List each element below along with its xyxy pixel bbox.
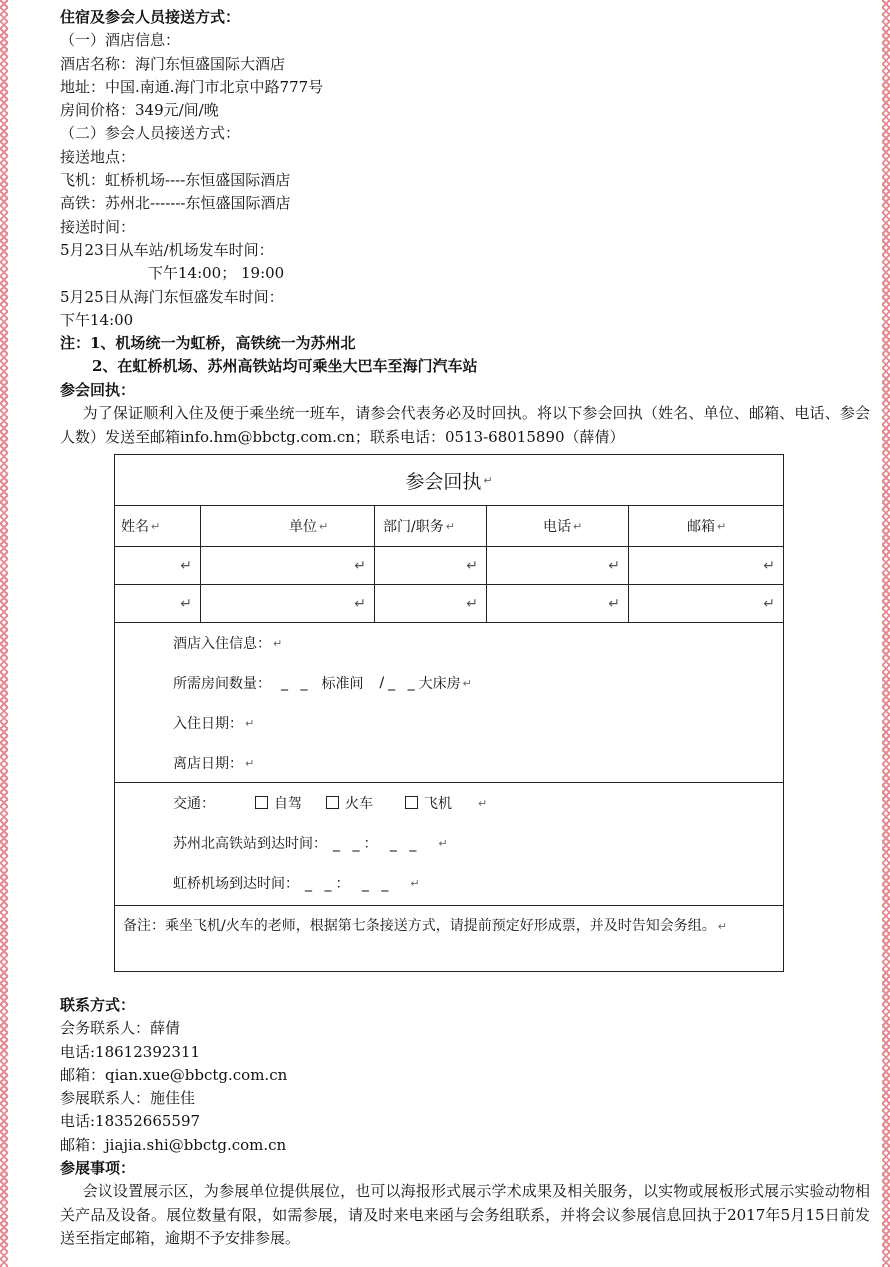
depart-23: 5月23日从车站/机场发车时间： [60, 240, 274, 259]
receipt-title: 参会回执： [60, 380, 136, 399]
hotel-checkin-section [115, 623, 783, 783]
receipt-email-text: 发送至邮箱info.hm@bbctg.com.cn； [105, 427, 370, 446]
room-count-row[interactable]: 所需房间数量： _ _ 标准间 /_ _ 大床房 ↵ [173, 675, 472, 692]
cell-phone-2[interactable]: ↵ [487, 585, 629, 623]
contact-and-exhibit [60, 994, 870, 1251]
exhibit-contact: 参展联系人：施佳佳 [60, 1089, 196, 1108]
checkbox-icon[interactable] [255, 796, 268, 809]
remark-text: 备注：乘坐飞机/火车的老师，根据第七条接送方式，请提前预定好形成票，并及时告知会务组。 [123, 918, 716, 934]
header-email: 邮箱 ↵ [629, 506, 783, 547]
receipt-phone-text: 联系电话：0513-68015890（薛倩） [369, 427, 625, 446]
header-phone: 电话 ↵ [487, 506, 629, 547]
header-name: 姓名 ↵ [115, 506, 201, 547]
cell-email-2[interactable]: ↵ [629, 585, 783, 623]
pickup-plane: 飞机：虹桥机场----东恒盛国际酒店 [60, 171, 291, 190]
left-decorative-border [0, 0, 8, 1267]
hotel-address: 地址：中国.南通.海门市北京中路777号 [60, 77, 324, 96]
form-title-row [115, 455, 783, 506]
cell-dept-2[interactable]: ↵ [375, 585, 487, 623]
hotel-price: 房间价格：349元/间/晚 [60, 101, 219, 120]
cell-unit-2[interactable]: ↵ [201, 585, 375, 623]
pickup-time-label: 接送时间： [60, 217, 136, 236]
header-dept: 部门/职务 ↵ [375, 506, 487, 547]
transport-section [115, 783, 783, 906]
transport-row: 交通： 自驾 火车 飞机 ↵ [173, 783, 783, 823]
pickup-rail: 高铁：苏州北-------东恒盛国际酒店 [60, 194, 291, 213]
receipt-text-1: 为了保证顺利入住及便于乘坐统一班车，请参会代表务必及时回执。将以下参会回执（姓名、单位、邮箱、电话、参会人数） [60, 404, 870, 446]
option-plane[interactable]: 飞机 [405, 793, 452, 813]
registration-form [114, 454, 784, 972]
depart-23-times: 下午14:00； 19:00 [148, 264, 285, 283]
meeting-email: 邮箱：qian.xue@bbctg.com.cn [60, 1065, 288, 1084]
cell-unit-1[interactable]: ↵ [201, 547, 375, 585]
cell-dept-1[interactable]: ↵ [375, 547, 487, 585]
right-decorative-border [882, 0, 890, 1267]
depart-25: 5月25日从海门东恒盛发车时间： [60, 287, 284, 306]
suzhou-arrival-row[interactable]: 苏州北高铁站到达时间： _ _： _ _ ↵ [173, 836, 448, 852]
hotel-name: 酒店名称：海门东恒盛国际大酒店 [60, 54, 286, 73]
checkbox-icon[interactable] [405, 796, 418, 809]
meeting-contact: 会务联系人：薛倩 [60, 1019, 181, 1038]
pickup-location-label: 接送地点： [60, 147, 136, 166]
checkbox-icon[interactable] [326, 796, 339, 809]
document-body [60, 6, 870, 449]
checkout-date-row[interactable]: 离店日期： ↵ [173, 756, 255, 772]
contact-title: 联系方式： [60, 996, 136, 1014]
note-1: 注：1、机场统一为虹桥，高铁统一为苏州北 [60, 334, 356, 353]
receipt-paragraph [60, 402, 870, 449]
option-drive[interactable]: 自驾 [255, 793, 302, 813]
meeting-phone: 电话:18612392311 [60, 1042, 201, 1061]
exhibit-title: 参展事项： [60, 1159, 136, 1178]
hongqiao-arrival-row[interactable]: 虹桥机场到达时间： _ _： _ _ ↵ [173, 876, 420, 892]
remark-section: 备注：乘坐飞机/火车的老师，根据第七条接送方式，请提前预定好形成票，并及时告知会务组。 ↵ [123, 918, 727, 934]
attendee-table [115, 506, 783, 623]
exhibit-paragraph [60, 1180, 870, 1251]
exhibit-email: 邮箱：jiajia.shi@bbctg.com.cn [60, 1135, 287, 1154]
transport-label: 交通： [173, 796, 215, 812]
checkin-date-row[interactable]: 入住日期： ↵ [173, 716, 255, 732]
section-title: 住宿及参会人员接送方式： [60, 8, 241, 26]
exhibit-text: 会议设置展示区，为参展单位提供展位，也可以海报形式展示学术成果及相关服务，以实物或展板形式展示实验动物相关产品及设备。展位数量有限，如需参展，请及时来电来函与会务组联系，并将会议参展信息回执于2017年5月15日前发送至指定邮箱，逾期不予安排参展。 [60, 1182, 870, 1248]
cell-name-2[interactable]: ↵ [115, 585, 201, 623]
hotel-info-label: 酒店入住信息： ↵ [173, 636, 283, 652]
pickup-header: （二）参会人员接送方式： [60, 124, 241, 143]
depart-25-time: 下午14:00 [60, 310, 134, 329]
note-2: 2、在虹桥机场、苏州高铁站均可乘坐大巴车至海门汽车站 [92, 357, 478, 376]
cell-email-1[interactable]: ↵ [629, 547, 783, 585]
cell-phone-1[interactable]: ↵ [487, 547, 629, 585]
exhibit-phone: 电话:18352665597 [60, 1112, 201, 1131]
return-mark: ↵ [483, 473, 493, 487]
hotel-header: （一）酒店信息： [60, 31, 181, 50]
form-title: 参会回执 [405, 470, 482, 493]
header-unit: 单位 ↵ [201, 506, 375, 547]
option-train[interactable]: 火车 [326, 793, 373, 813]
cell-name-1[interactable]: ↵ [115, 547, 201, 585]
